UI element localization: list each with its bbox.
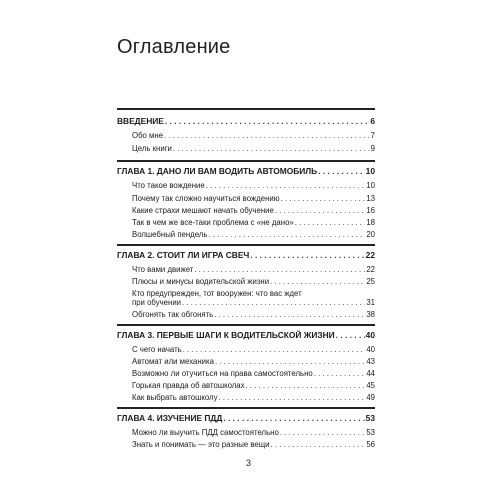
toc-page-number: 22: [365, 250, 375, 260]
toc-item-title: при обучении: [132, 298, 182, 307]
page-title: Оглавление: [117, 36, 231, 58]
toc-page-number: 7: [370, 131, 375, 140]
toc-item[interactable]: [132, 298, 375, 308]
toc-page-number: 25: [366, 277, 375, 286]
toc-chapter-title: ГЛАВА 4. ИЗУЧЕНИЕ ПДД: [117, 413, 223, 423]
toc-page-number: 53: [366, 428, 375, 437]
toc-item[interactable]: [132, 440, 375, 450]
toc-item-title: Можно ли выучить ПДД самостоятельно: [132, 428, 279, 437]
toc-page-number: 18: [366, 218, 375, 227]
toc-item-title: Как выбрать автошколу: [132, 393, 218, 402]
toc-chapter-4[interactable]: [117, 413, 375, 423]
toc-leader-dots: [314, 369, 366, 379]
toc-item[interactable]: [132, 181, 375, 191]
toc-leader-dots: [214, 310, 365, 320]
toc-item[interactable]: [132, 357, 375, 367]
toc-page-number: 44: [366, 369, 375, 378]
toc-leader-dots: [194, 265, 365, 275]
toc-page-number: 56: [366, 440, 375, 449]
toc-leader-dots: [215, 357, 365, 367]
toc-chapter-1[interactable]: [117, 166, 375, 176]
toc-page-number: 16: [366, 206, 375, 215]
toc-leader-dots: [280, 428, 366, 438]
toc-item[interactable]: [132, 131, 375, 141]
toc-item[interactable]: [132, 310, 375, 320]
toc-item[interactable]: [132, 393, 375, 403]
toc-leader-dots: [218, 393, 365, 403]
section-divider: [117, 108, 375, 110]
toc-item-title: Какие страхи мешают начать обучение: [132, 206, 274, 215]
toc-item-title: Плюсы и минусы водительской жизни: [132, 277, 270, 286]
toc-leader-dots: [208, 230, 365, 240]
toc-item[interactable]: [132, 428, 375, 438]
toc-page-number: 40: [366, 345, 375, 354]
toc-leader-dots: [250, 250, 364, 260]
toc-page-number: 9: [370, 144, 375, 153]
toc-chapter-title: ГЛАВА 1. ДАНО ЛИ ВАМ ВОДИТЬ АВТОМОБИЛЬ: [117, 166, 318, 176]
toc-item-title: С чего начать: [132, 345, 182, 354]
toc-item[interactable]: [132, 230, 375, 240]
toc-leader-dots: [270, 277, 365, 287]
toc-item[interactable]: [132, 277, 375, 287]
toc-page-number: 40: [365, 330, 375, 340]
toc-item-title: Обгонять так обгонять: [132, 310, 214, 319]
toc-chapter-title: ВВЕДЕНИЕ: [117, 116, 164, 126]
toc-item-title: Обо мне: [132, 131, 164, 140]
toc-leader-dots: [275, 206, 365, 216]
toc-leader-dots: [223, 413, 364, 423]
toc-page-number: 10: [365, 166, 375, 176]
toc-item[interactable]: [132, 265, 375, 275]
toc-leader-dots: [295, 218, 366, 228]
toc-item[interactable]: [132, 206, 375, 216]
toc-item-title: Горькая правда об автошколах: [132, 381, 245, 390]
toc-leader-dots: [206, 181, 366, 191]
section-divider: [117, 244, 375, 246]
toc-leader-dots: [165, 116, 369, 126]
toc-item[interactable]: [132, 381, 375, 391]
toc-chapter-title: ГЛАВА 2. СТОИТ ЛИ ИГРА СВЕЧ: [117, 250, 250, 260]
toc-item-title: Волшебный пендель: [132, 230, 208, 239]
toc-page-number: 20: [366, 230, 375, 239]
toc-leader-dots: [173, 144, 370, 154]
toc-item[interactable]: [132, 144, 375, 154]
toc-chapter-2[interactable]: [117, 250, 375, 260]
toc-item-title: Цель книги: [132, 144, 172, 153]
toc-item-title-line[interactable]: Кто предупрежден, тот вооружен: что вас ждет: [132, 289, 302, 298]
toc-item-title: Что вами движет: [132, 265, 194, 274]
section-divider: [117, 324, 375, 326]
toc-page-number: 49: [366, 393, 375, 402]
toc-item-title: Так в чем же все-таки проблема с «не дано»: [132, 218, 294, 227]
toc-page-number: 53: [365, 413, 375, 423]
toc-page-number: 22: [366, 265, 375, 274]
toc-page-number: 13: [366, 194, 375, 203]
section-divider: [117, 407, 375, 409]
toc-leader-dots: [246, 381, 366, 391]
toc-page-number: 31: [366, 298, 375, 307]
section-divider: [117, 160, 375, 162]
toc-item-title: Что такое вождение: [132, 181, 205, 190]
toc-item[interactable]: [132, 369, 375, 379]
toc-page-number: 45: [366, 381, 375, 390]
toc-item[interactable]: [132, 194, 375, 204]
toc-chapter-intro[interactable]: [117, 116, 375, 126]
toc-leader-dots: [182, 298, 365, 308]
toc-leader-dots: [271, 440, 366, 450]
toc-item-title: Знать и понимать — это разные вещи: [132, 440, 270, 449]
toc-item-title: Автомат или механика: [132, 357, 214, 366]
toc-page-number: 6: [370, 116, 375, 126]
toc-item-title: Возможно ли отучиться на права самостоятельно: [132, 369, 313, 378]
toc-item[interactable]: [132, 218, 375, 228]
toc-page-number: 43: [366, 357, 375, 366]
toc-leader-dots: [318, 166, 364, 176]
toc-leader-dots: [281, 194, 366, 204]
toc-leader-dots: [336, 330, 365, 340]
toc-item-title: Почему так сложно научиться вождению: [132, 194, 280, 203]
toc-page-number: 38: [366, 310, 375, 319]
toc-page-number: 10: [366, 181, 375, 190]
toc-leader-dots: [183, 345, 366, 355]
page-number: 3: [246, 458, 252, 468]
toc-leader-dots: [164, 131, 370, 141]
toc-chapter-3[interactable]: [117, 330, 375, 340]
toc-chapter-title: ГЛАВА 3. ПЕРВЫЕ ШАГИ К ВОДИТЕЛЬСКОЙ ЖИЗНИ: [117, 330, 335, 340]
toc-item[interactable]: [132, 345, 375, 355]
